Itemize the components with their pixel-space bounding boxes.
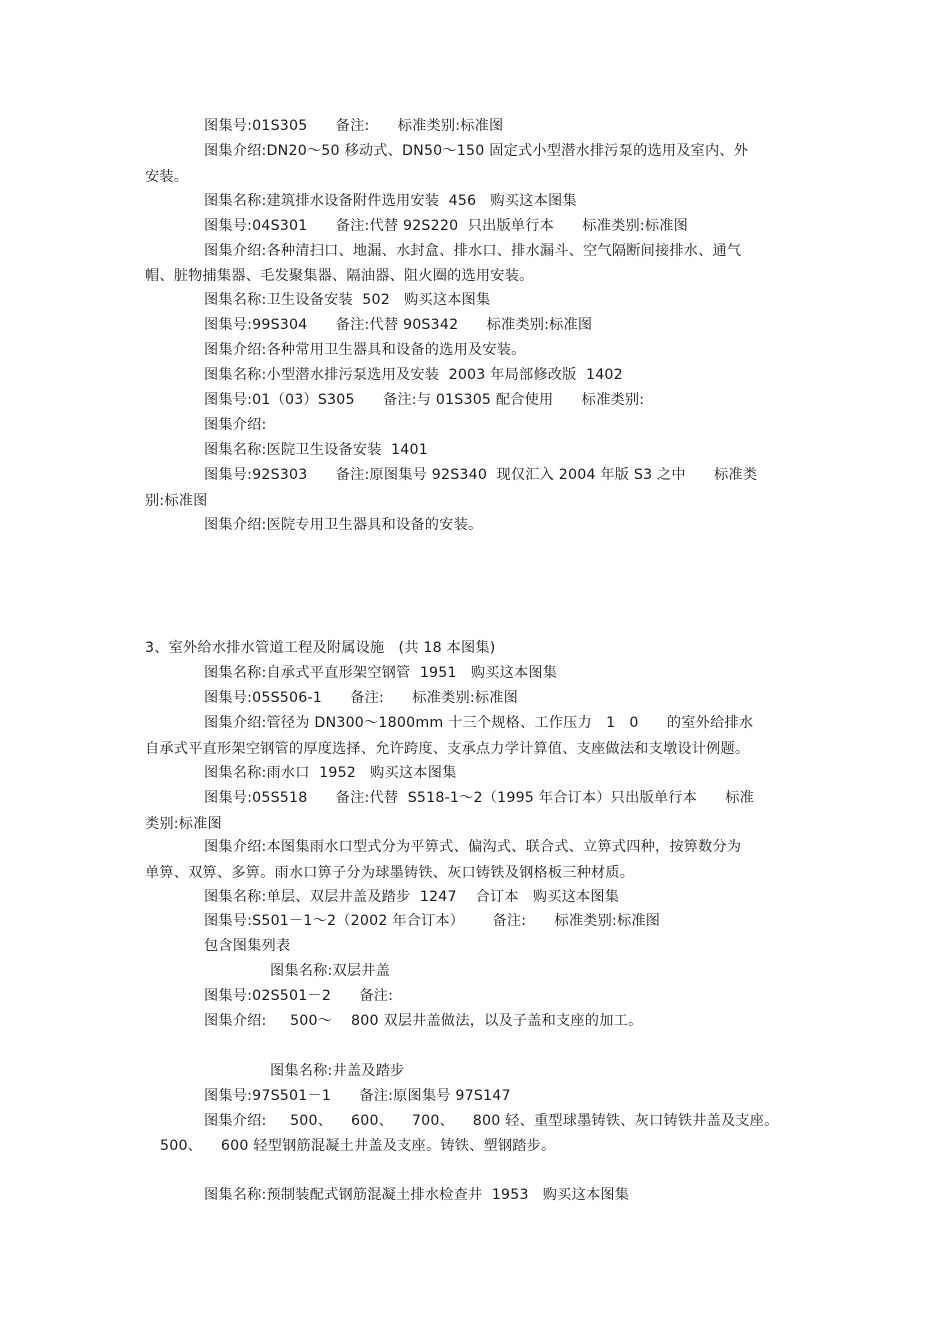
text-line: 图集名称:医院卫生设备安装 1401 <box>204 442 428 458</box>
text-line: 帽、脏物捕集器、毛发聚集器、隔油器、阻火圈的选用安装。 <box>145 268 534 284</box>
text-line: 图集号:99S304 备注:代替 90S342 标准类别:标准图 <box>204 317 593 333</box>
text-line: 图集名称:单层、双层井盖及踏步 1247 合订本 购买这本图集 <box>204 889 620 905</box>
text-line: 图集介绍:本图集雨水口型式分为平箅式、偏沟式、联合式、立箅式四种，按箅数分为 <box>204 839 742 855</box>
text-line: 图集名称:建筑排水设备附件选用安装 456 购买这本图集 <box>204 193 577 209</box>
text-line: 类别:标准图 <box>145 816 222 832</box>
text-line: 图集名称:井盖及踏步 <box>270 1063 405 1079</box>
text-line: 别:标准图 <box>145 493 208 509</box>
text-line: 图集号:04S301 备注:代替 92S220 只出版单行本 标准类别:标准图 <box>204 218 689 234</box>
text-line: 图集号:92S303 备注:原图集号 92S340 现仅汇入 2004 年版 S3 之中 标准类 <box>204 467 758 483</box>
text-line: 图集介绍:各种常用卫生器具和设备的选用及安装。 <box>204 342 526 358</box>
text-line: 图集名称:卫生设备安装 502 购买这本图集 <box>204 292 491 308</box>
text-line: 500、 600 轻型钢筋混凝土井盖及支座。铸铁、塑钢踏步。 <box>160 1138 556 1154</box>
text-line: 自承式平直形架空钢管的厚度选择、允许跨度、支承点力学计算值、支座做法和支墩设计例题。 <box>145 741 750 757</box>
text-line: 包含图集列表 <box>204 938 291 954</box>
section-heading: 3、室外给水排水管道工程及附属设施 (共 18 本图集) <box>145 640 496 656</box>
text-line: 图集介绍: <box>204 417 267 433</box>
text-line: 图集号:S501－1～2（2002 年合订本） 备注: 标准类别:标准图 <box>204 913 661 929</box>
text-line: 图集介绍:各种清扫口、地漏、水封盒、排水口、排水漏斗、空气隔断间接排水、通气 <box>204 243 742 259</box>
text-line: 安装。 <box>145 169 189 185</box>
text-line: 图集介绍: 500、 600、 700、 800 轻、重型球墨铸铁、灰口铸铁井盖及支座。 <box>204 1113 779 1129</box>
text-line: 图集名称:小型潜水排污泵选用及安装 2003 年局部修改版 1402 <box>204 367 623 383</box>
text-line: 图集介绍: 500～ 800 双层井盖做法，以及子盖和支座的加工。 <box>204 1013 643 1029</box>
text-line: 图集号:05S518 备注:代替 S518-1～2（1995 年合订本）只出版单行本 标准 <box>204 790 755 806</box>
text-line: 图集号:01（03）S305 备注:与 01S305 配合使用 标准类别: <box>204 392 645 408</box>
text-line: 图集号:97S501－1 备注:原图集号 97S147 <box>204 1088 511 1104</box>
text-line: 图集介绍:管径为 DN300～1800mm 十三个规格、工作压力 1 0 的室外给排水 <box>204 715 754 731</box>
text-line: 图集号:02S501－2 备注: <box>204 988 394 1004</box>
text-line: 图集名称:预制装配式钢筋混凝土排水检查井 1953 购买这本图集 <box>204 1187 630 1203</box>
text-line: 图集名称:雨水口 1952 购买这本图集 <box>204 765 457 781</box>
text-line: 图集号:05S506-1 备注: 标准类别:标准图 <box>204 690 518 706</box>
text-line: 图集介绍:DN20～50 移动式、DN50～150 固定式小型潜水排污泵的选用及室内、外 <box>204 143 749 159</box>
text-line: 图集号:01S305 备注: 标准类别:标准图 <box>204 118 504 134</box>
text-line: 图集名称:自承式平直形架空钢管 1951 购买这本图集 <box>204 665 558 681</box>
text-line: 图集名称:双层井盖 <box>270 963 391 979</box>
text-line: 单箅、双箅、多箅。雨水口箅子分为球墨铸铁、灰口铸铁及钢格板三种材质。 <box>145 865 635 881</box>
text-line: 图集介绍:医院专用卫生器具和设备的安装。 <box>204 517 483 533</box>
